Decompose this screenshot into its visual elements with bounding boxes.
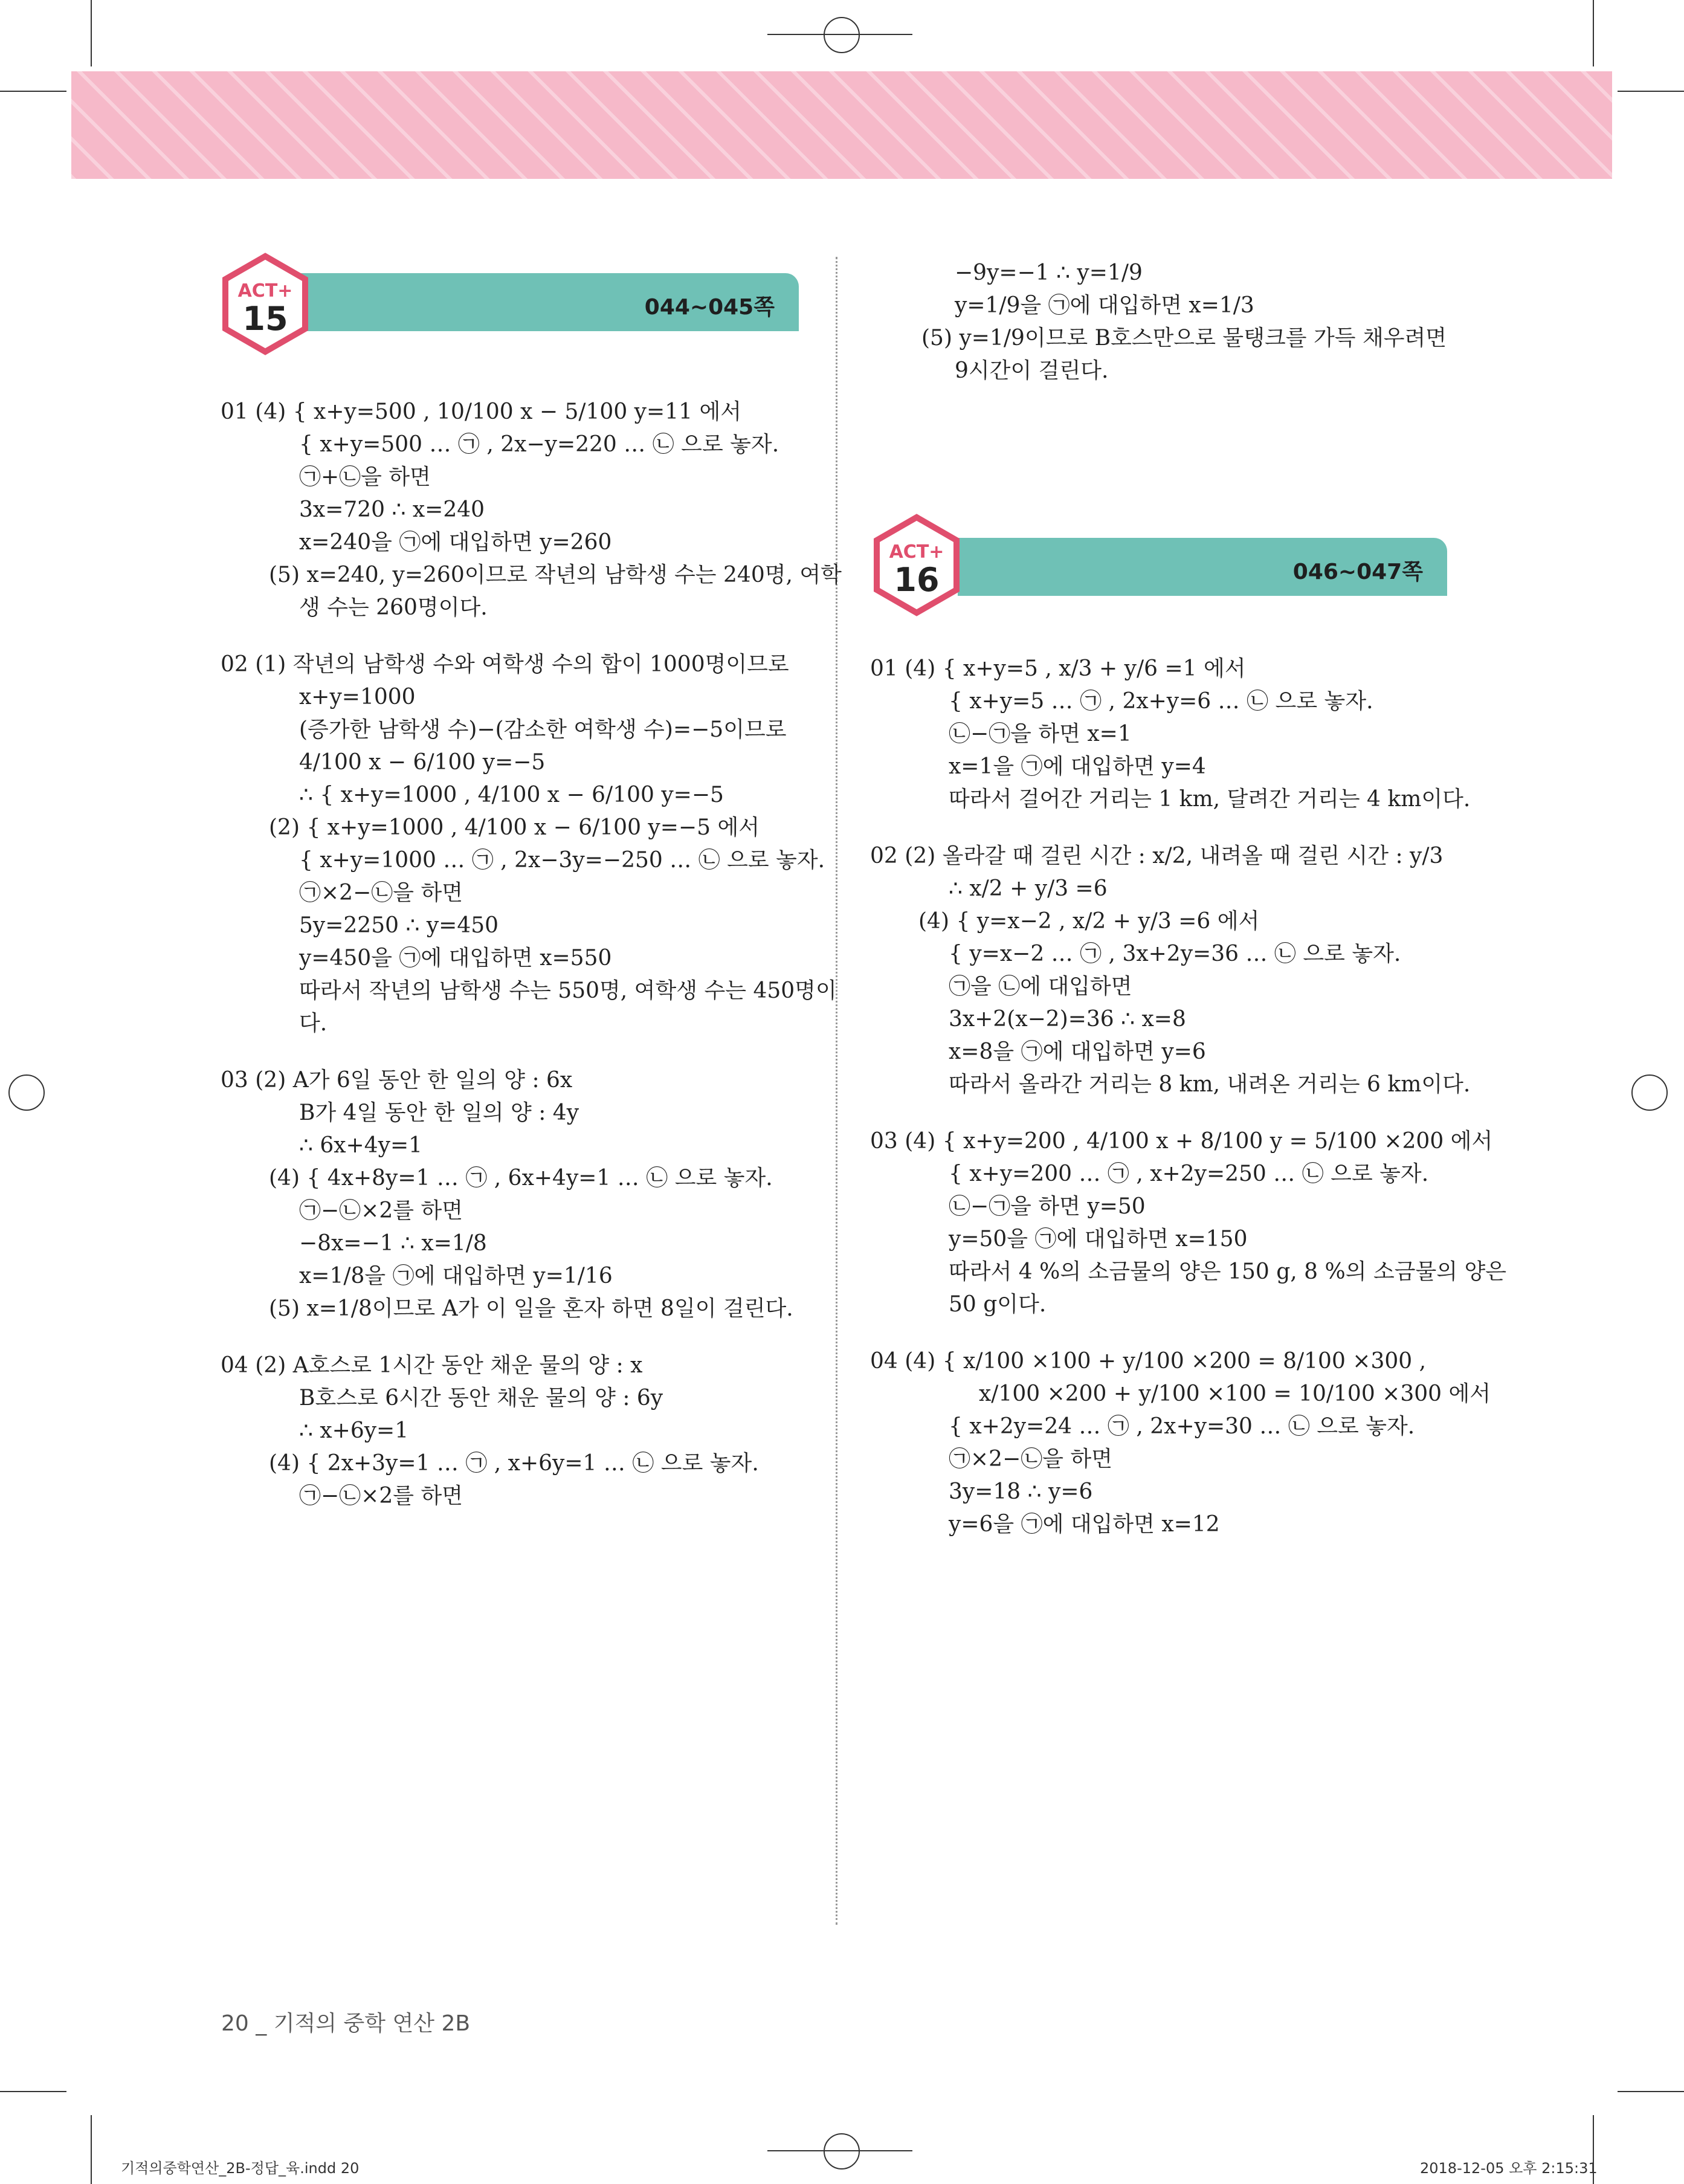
solution-line: { x+y=5 … ㉠ , 2x+y=6 … ㉡ 으로 놓자.	[949, 689, 1373, 714]
solution-line: y=450을 ㉠에 대입하면 x=550	[299, 946, 612, 971]
registration-mark	[824, 2133, 860, 2169]
solution-line: 3x=720 ∴ x=240	[299, 497, 485, 522]
solution-line: 3y=18 ∴ y=6	[949, 1479, 1093, 1504]
solution-line: (증가한 남학생 수)−(감소한 여학생 수)=−5이므로	[299, 717, 787, 742]
crop-mark	[0, 91, 66, 92]
solution-line: ∴ { x+y=1000 , 4/100 x − 6/100 y=−5	[299, 783, 724, 807]
solution-line: x=8을 ㉠에 대입하면 y=6	[949, 1039, 1206, 1064]
solution-line: (2) { x+y=1000 , 4/100 x − 6/100 y=−5 에서	[269, 815, 760, 840]
solution-line: (5) x=1/8이므로 A가 이 일을 혼자 하면 8일이 걸린다.	[269, 1296, 793, 1321]
right-column	[870, 653, 1589, 1541]
act16-number: 16	[894, 561, 940, 599]
solution-line: 3x+2(x−2)=36 ∴ x=8	[949, 1007, 1186, 1032]
solution-line: ㉠×2−㉡을 하면	[949, 1447, 1113, 1472]
crop-mark	[0, 2091, 66, 2092]
solution-line: 따라서 올라간 거리는 8 km, 내려온 거리는 6 km이다.	[949, 1072, 1471, 1097]
act15-label: ACT+	[237, 280, 293, 302]
solution-line: 따라서 작년의 남학생 수는 550명, 여학생 수는 450명이	[299, 978, 837, 1003]
solution-line: { x+2y=24 … ㉠ , 2x+y=30 … ㉡ 으로 놓자.	[949, 1414, 1415, 1439]
solution-line: B가 4일 동안 한 일의 양 : 4y	[299, 1100, 579, 1125]
solution-line: 따라서 걸어간 거리는 1 km, 달려간 거리는 4 km이다.	[949, 787, 1471, 812]
solution-line: 다.	[299, 1011, 327, 1036]
solution-line: x=240을 ㉠에 대입하면 y=260	[299, 530, 612, 555]
solution-line: x/100 ×200 + y/100 ×100 = 10/100 ×300 에서	[979, 1381, 1491, 1406]
solution-line: ㉡−㉠을 하면 y=50	[949, 1194, 1146, 1219]
solution-line: 생 수는 260명이다.	[299, 595, 488, 620]
solution-line: 04 (4) { x/100 ×100 + y/100 ×200 = 8/100 ×300 ,	[870, 1349, 1427, 1374]
print-date: 2018-12-05 오후 2:15:31	[1420, 2160, 1598, 2177]
registration-line	[767, 34, 912, 35]
solution-line: (5) y=1/9이므로 B호스만으로 물탱크를 가득 채우려면	[921, 326, 1447, 351]
registration-mark	[8, 1074, 45, 1111]
solution-line: ㉡−㉠을 하면 x=1	[949, 722, 1132, 746]
act15-number: 15	[242, 300, 288, 338]
solution-line: 03 (2) A가 6일 동안 한 일의 양 : 6x	[221, 1068, 573, 1093]
right-column-continuation	[921, 257, 1586, 387]
solution-line: ㉠+㉡을 하면	[299, 465, 431, 489]
solution-line: x=1을 ㉠에 대입하면 y=4	[949, 754, 1206, 779]
solution-line: ㉠×2−㉡을 하면	[299, 880, 463, 905]
solution-line: { x+y=200 … ㉠ , x+2y=250 … ㉡ 으로 놓자.	[949, 1161, 1429, 1186]
solution-line: −9y=−1 ∴ y=1/9	[955, 260, 1143, 285]
solution-line: 04 (2) A호스로 1시간 동안 채운 물의 양 : x	[221, 1353, 643, 1378]
solution-line: y=1/9을 ㉠에 대입하면 x=1/3	[955, 293, 1254, 318]
solution-line: 5y=2250 ∴ y=450	[299, 913, 499, 938]
solution-line: 03 (4) { x+y=200 , 4/100 x + 8/100 y = 5/100 ×200 에서	[870, 1129, 1493, 1154]
solution-line: ∴ 6x+4y=1	[299, 1133, 423, 1158]
registration-line	[767, 2150, 912, 2151]
solution-line: 4/100 x − 6/100 y=−5	[299, 750, 546, 775]
solution-line: 01 (4) { x+y=500 , 10/100 x − 5/100 y=11 에서	[221, 399, 741, 424]
solution-line: 50 g이다.	[949, 1292, 1047, 1317]
crop-mark	[1593, 0, 1594, 66]
crop-mark	[91, 0, 92, 66]
file-info: 기적의중학연산_2B-정답_육.indd 20	[121, 2160, 360, 2177]
act16-pages: 046~047쪽	[1292, 560, 1423, 584]
solution-line: { x+y=1000 … ㉠ , 2x−3y=−250 … ㉡ 으로 놓자.	[299, 848, 825, 873]
page-footer: 20 _ 기적의 중학 연산 2B	[221, 2011, 471, 2036]
solution-line: 02 (1) 작년의 남학생 수와 여학생 수의 합이 1000명이므로	[221, 652, 789, 677]
solution-line: 02 (2) 올라갈 때 걸린 시간 : x/2, 내려올 때 걸린 시간 : y/3	[870, 844, 1444, 868]
solution-line: ㉠을 ㉡에 대입하면	[949, 974, 1132, 999]
solution-line: y=50을 ㉠에 대입하면 x=150	[949, 1227, 1248, 1252]
left-column	[221, 396, 842, 1513]
solution-line: 따라서 4 %의 소금물의 양은 150 g, 8 %의 소금물의 양은	[949, 1259, 1507, 1284]
solution-line: ㉠−㉡×2를 하면	[299, 1198, 463, 1223]
solution-line: (5) x=240, y=260이므로 작년의 남학생 수는 240명, 여학	[269, 563, 842, 587]
solution-line: ㉠−㉡×2를 하면	[299, 1484, 463, 1508]
solution-line: −8x=−1 ∴ x=1/8	[299, 1231, 487, 1256]
crop-mark	[1618, 2091, 1684, 2092]
registration-mark	[824, 17, 860, 53]
solution-line: y=6을 ㉠에 대입하면 x=12	[949, 1512, 1220, 1537]
act16-header-bar	[958, 538, 1447, 596]
act15-pages: 044~045쪽	[644, 295, 775, 320]
solution-line: { x+y=500 … ㉠ , 2x−y=220 … ㉡ 으로 놓자.	[299, 432, 779, 457]
crop-mark	[91, 2115, 92, 2184]
solution-line: 9시간이 걸린다.	[955, 358, 1109, 383]
solution-line: (4) { 2x+3y=1 … ㉠ , x+6y=1 … ㉡ 으로 놓자.	[269, 1451, 759, 1476]
crop-mark	[1618, 91, 1684, 92]
solution-line: (4) { y=x−2 , x/2 + y/3 =6 에서	[918, 909, 1260, 934]
solution-line: ∴ x/2 + y/3 =6	[949, 876, 1108, 901]
registration-mark	[1631, 1074, 1668, 1111]
solution-line: (4) { 4x+8y=1 … ㉠ , 6x+4y=1 … ㉡ 으로 놓자.	[269, 1166, 773, 1191]
solution-line: ∴ x+6y=1	[299, 1418, 409, 1443]
solution-line: 01 (4) { x+y=5 , x/3 + y/6 =1 에서	[870, 656, 1246, 681]
solution-line: x+y=1000	[299, 685, 416, 709]
solution-line: x=1/8을 ㉠에 대입하면 y=1/16	[299, 1264, 613, 1288]
act15-header-bar	[266, 273, 799, 331]
column-divider	[836, 257, 837, 1925]
solution-line: B호스로 6시간 동안 채운 물의 양 : 6y	[299, 1386, 663, 1410]
header-banner	[71, 71, 1612, 179]
solution-line: { y=x−2 … ㉠ , 3x+2y=36 … ㉡ 으로 놓자.	[949, 942, 1401, 966]
act16-label: ACT+	[889, 541, 944, 563]
